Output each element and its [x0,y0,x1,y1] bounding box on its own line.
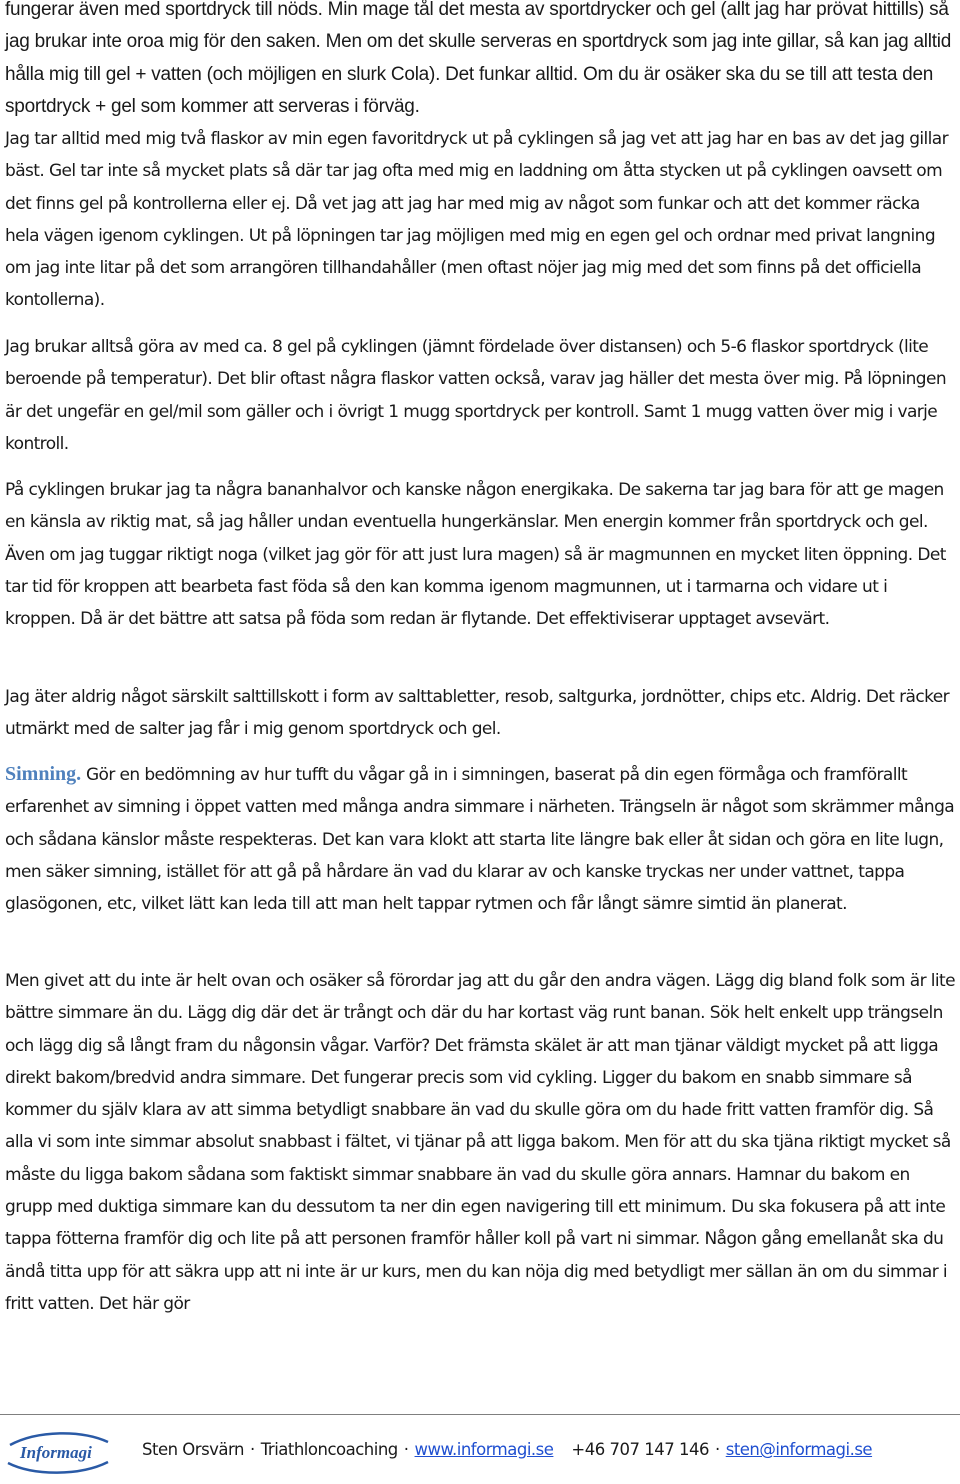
page-footer [142,1440,872,1459]
paragraph-flaskor-text: Jag tar alltid med mig två flaskor av min egen favoritdryck ut på cyklingen så jag vet att jag har en bas av det jag gillar bäst. Gel tar inte så mycket plats så där tar jag ofta med mig en laddning om åtta stycken ut på cyklingen oavsett om det finns gel på kontrollerna eller ej. Då vet jag att jag har med mig av något som funkar och att det kommer räcka hela vägen igenom cyklingen. Ut på löpningen tar jag möjligen med mig en egen gel och ordnar med privat langning om jag inte litar på det som arrangören tillhandahåller (men oftast nöjer jag mig med det som finns på det officiella kontollerna). [5,129,948,311]
paragraph-flaskor [5,123,957,317]
footer-phone: +46 707 147 146 [571,1440,709,1459]
footer-service: Triathloncoaching [260,1440,398,1459]
footer-website-link[interactable]: www.informagi.se [414,1440,554,1459]
paragraph-salt-text: Jag äter aldrig något särskilt salttillskott i form av salttabletter, resob, saltgurka, jordnötter, chips etc. Aldrig. Det räcker utmärkt med de salter jag får i mig genom sportdryck och gel. [5,687,949,740]
paragraph-simning [5,758,957,920]
paragraph-trangsel-text: Men givet att du inte är helt ovan och osäker så förordar jag att du går den andra vägen. Lägg dig bland folk som är lite bättre simmare än du. Lägg dig där det är trångt och där du har kortast väg runt banan. Sök helt enkelt upp trängseln och lägg dig så långt fram du någonsin vågar. Varför? Det främsta skälet är att man tjänar väldigt mycket på att ligga direkt bakom/bredvid andra simmare. Det fungerar precis som vid cykling. Ligger du bakom en snabb simmare så kommer du själv klara av att simma betydligt snabbare än vad du skulle göra om du hade fritt vatten framför dig. Så alla vi som inte simmar absolut snabbast i fältet, vi tjänar på att ligga bakom. Men för att du ska tjäna riktigt mycket så måste du ligga bakom sådana som faktiskt simmar snabbare än vad du skulle göra annars. Hamnar du bakom en grupp med duktiga simmare kan du dessutom ta ner din egen navigering till ett minimum. Du ska fokusera på att inte tappa fötterna framför dig och lite på att personen framför håller koll på vart ni simmar. Någon gång emellanåt ska du ändå titta upp för att säkra upp att ni inte är ur kurs, men du kan nöja dig med betydligt mer sällan än om du simmar i fritt vatten. Det här gör [5,971,955,1314]
paragraph-sportdryck [5,0,957,123]
paragraph-bananer [5,474,957,635]
footer-email-link[interactable]: sten@informagi.se [725,1440,873,1459]
informagi-logo [4,1428,112,1478]
footer-author: Sten Orsvärn [142,1440,244,1459]
footer-divider [0,1414,960,1415]
paragraph-sportdryck-text: fungerar även med sportdryck till nöds. Min mage tål det mesta av sportdrycker och gel (allt jag har prövat hittills) så jag brukar inte oroa mig för den saken. Men om det skulle serveras en sportdryck som jag inte gillar, så kan jag alltid hålla mig till gel + vatten (och möjligen en slurk Cola). Det funkar alltid. Om du är osäker ska du se till att testa den sportdryck + gel som kommer att serveras i förväg. [5,0,952,117]
paragraph-gel-count-text: Jag brukar alltså göra av med ca. 8 gel på cyklingen (jämnt fördelade över distansen) och 5-6 flaskor sportdryck (lite beroende på temperatur). Det blir oftast några flaskor vatten också, varav jag häller det mesta över mig. På löpningen är det ungefär en gel/mil som gäller och i övrigt 1 mugg sportdryck per kontroll. Samt 1 mugg vatten över mig i varje kontroll. [5,337,947,454]
simning-heading: Simning. [5,763,82,785]
footer-separator-2: · [403,1440,409,1459]
footer-separator-1: · [250,1440,255,1459]
footer-separator-3: · [714,1440,720,1459]
paragraph-salt [5,681,957,746]
paragraph-bananer-text: På cyklingen brukar jag ta några bananhalvor och kanske någon energikaka. De sakerna tar jag bara för att ge magen en känsla av riktig mat, så jag håller undan eventuella hungerkänslar. Men energin kommer från sportdryck och gel. Även om jag tuggar riktigt noga (vilket jag gör för att just lura magen) så är magmunnen en mycket liten öppning. Det tar tid för kroppen att bearbeta fast föda så den kan komma igenom magmunnen, ut i tarmarna och vidare ut i kroppen. Då är det bättre att satsa på föda som redan är flytande. Det effektiviserar upptaget avsevärt. [5,480,946,630]
logo-text: Informagi [20,1443,92,1462]
paragraph-simning-text: Gör en bedömning av hur tufft du vågar gå in i simningen, baserat på din egen förmåga och framförallt erfarenhet av simning i öppet vatten med många andra simmare i närheten. Trängseln är något som skrämmer många och sådana känslor måste respekteras. Det kan vara klokt att starta lite längre bak eller åt sidan och göra en lite lugn, men säker simning, istället för att gå på hårdare än vad du klarar av och kanske tryckas ner under vattnet, tappa glasögonen, etc, vilket lätt kan leda till att man helt tappar rytmen och får långt sämre simtid än planerat. [5,765,955,915]
paragraph-trangsel [5,965,957,1320]
paragraph-gel-count [5,331,957,460]
